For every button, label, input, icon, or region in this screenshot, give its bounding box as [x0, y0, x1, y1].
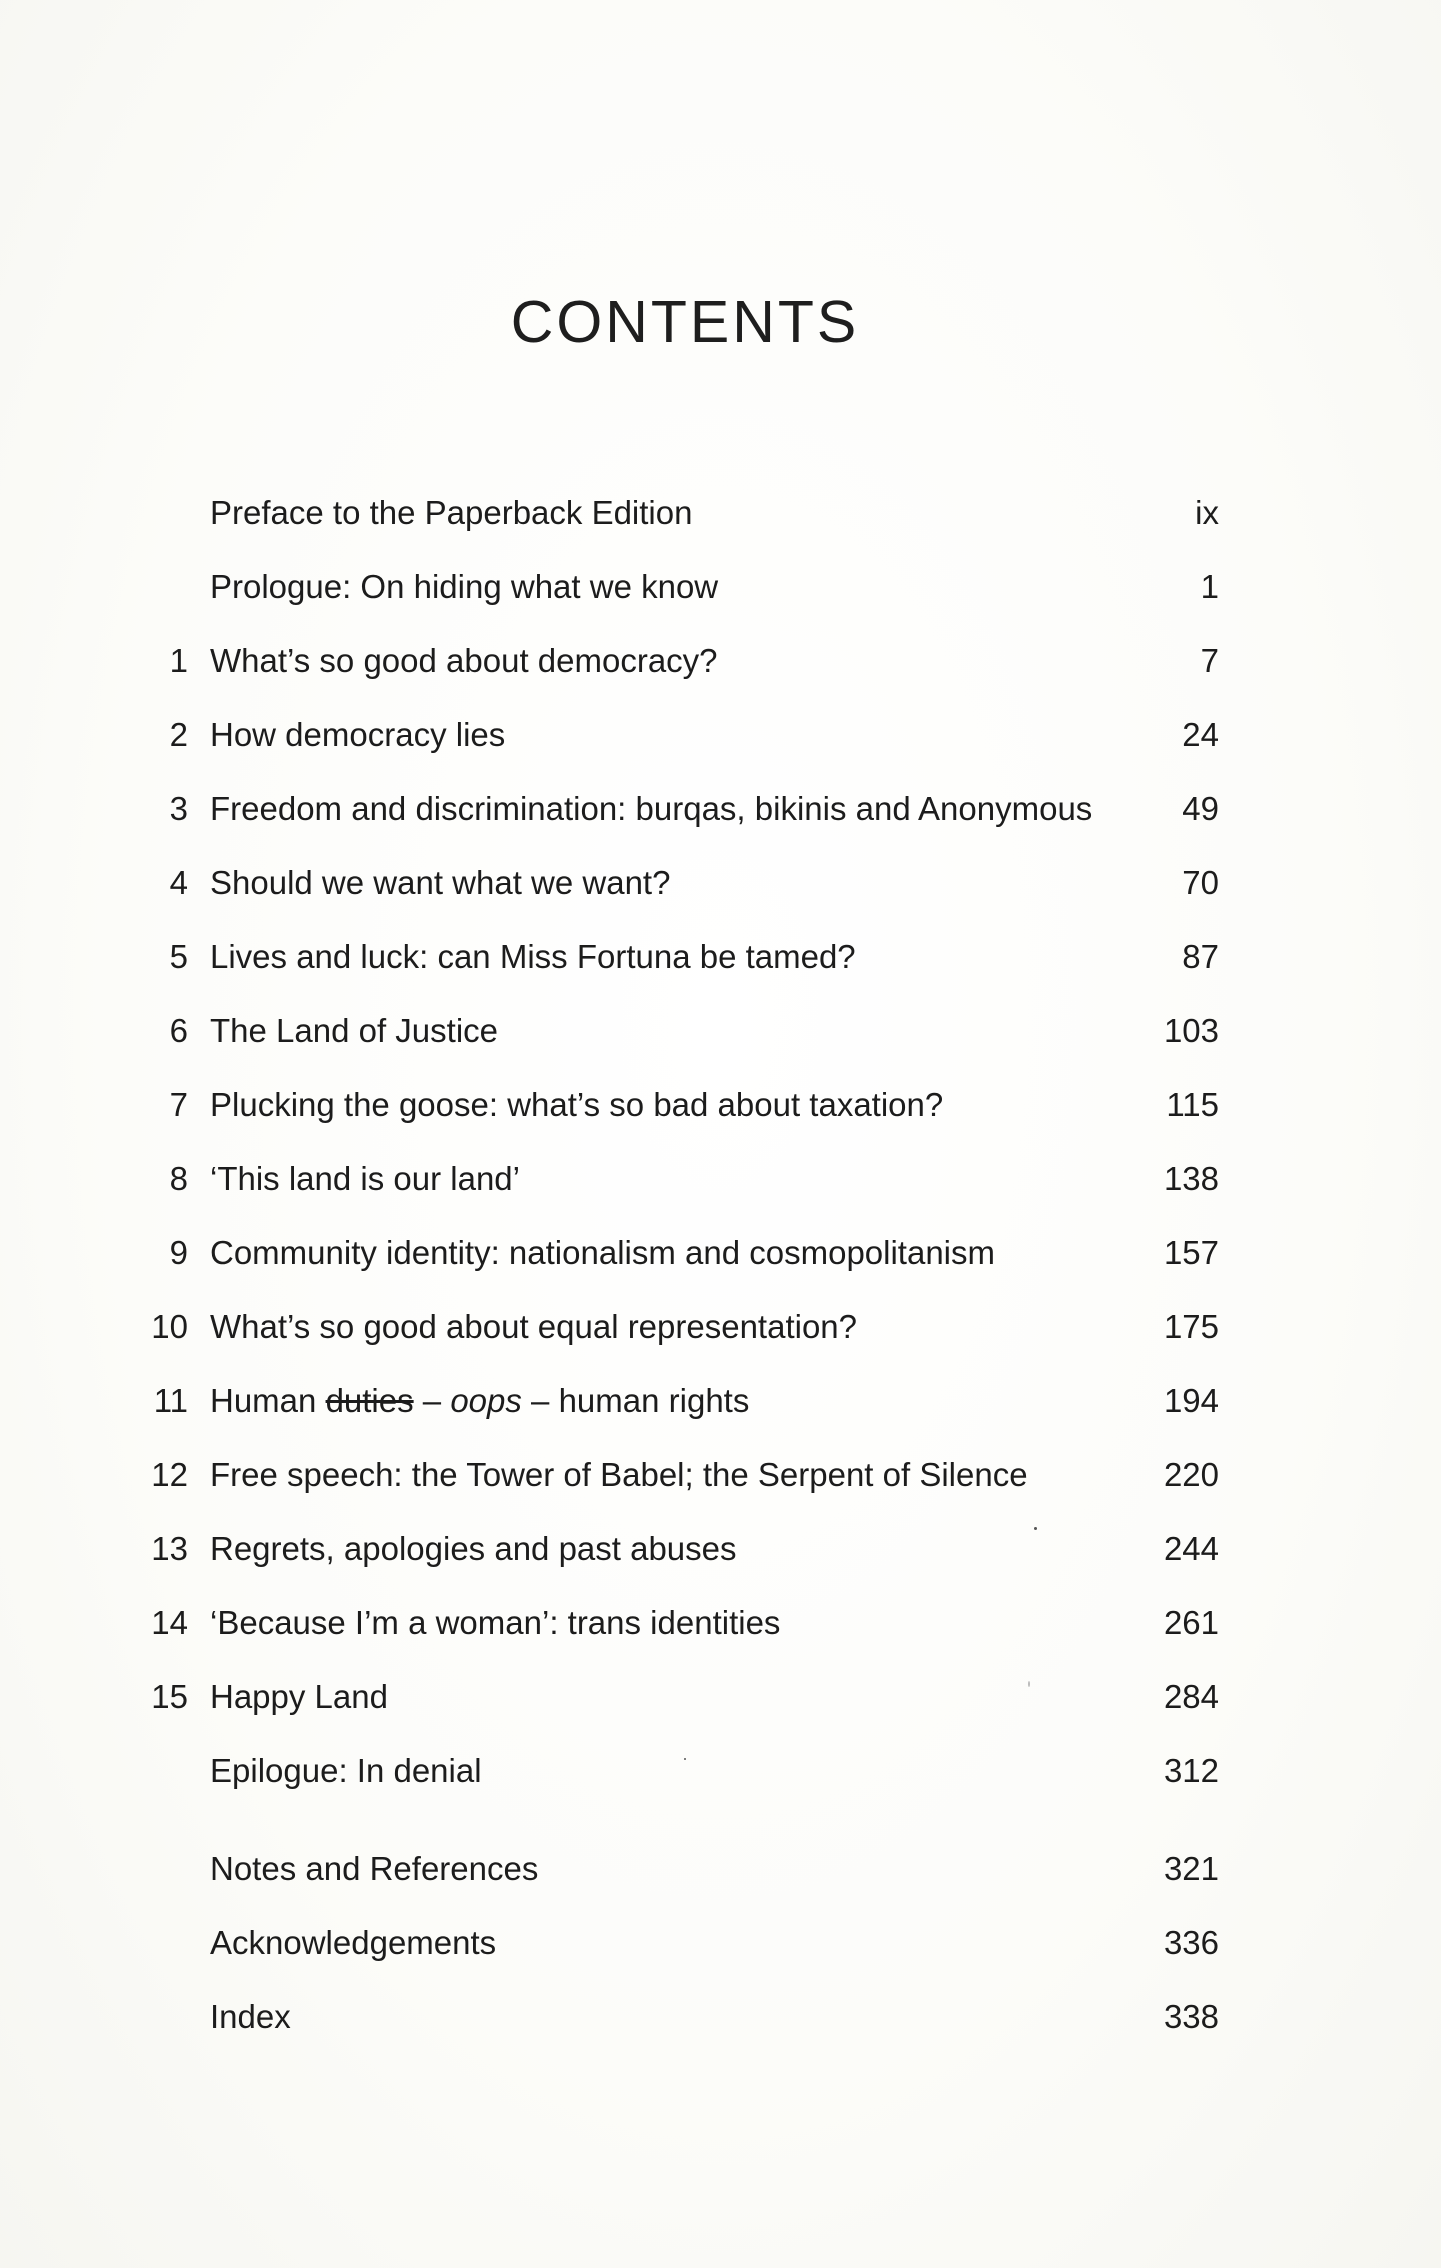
entry-title: The Land of Justice	[210, 1012, 499, 1049]
entry-title: Acknowledgements	[210, 1924, 497, 1961]
entry-title: Preface to the Paperback Edition	[210, 494, 693, 531]
page-number: 284	[1163, 1678, 1219, 1715]
title-part: – human rights	[521, 1382, 750, 1419]
entry-title: Prologue: On hiding what we know	[210, 568, 719, 605]
chapter-number: 15	[151, 1678, 188, 1715]
scan-speck	[1034, 1527, 1037, 1530]
entry-title: What’s so good about democracy?	[210, 642, 718, 679]
toc-entry-chapter-14[interactable]	[0, 1598, 1441, 1648]
chapter-number: 11	[153, 1382, 188, 1419]
entry-title	[210, 1376, 749, 1426]
toc-entry-epilogue[interactable]	[0, 1746, 1441, 1796]
chapter-number: 13	[151, 1530, 188, 1567]
entry-title: Epilogue: In denial	[210, 1752, 482, 1789]
chapter-number: 5	[169, 938, 188, 975]
page-number: 338	[1163, 1998, 1219, 2035]
page-title: CONTENTS	[510, 289, 860, 355]
toc-entry-chapter-10[interactable]	[0, 1302, 1441, 1352]
chapter-number: 1	[169, 642, 188, 679]
page-number: 7	[1200, 642, 1219, 679]
page-number: 115	[1166, 1086, 1219, 1123]
struck-word: duties	[325, 1382, 414, 1419]
chapter-number: 4	[169, 864, 188, 901]
scan-speck	[684, 1758, 686, 1760]
chapter-number: 10	[151, 1308, 188, 1345]
title-part: Human	[210, 1382, 326, 1419]
page-number: 244	[1163, 1530, 1219, 1567]
toc-entry-chapter-8[interactable]	[0, 1154, 1441, 1204]
toc-entry-index[interactable]	[0, 1992, 1441, 2042]
toc-entry-chapter-4[interactable]	[0, 858, 1441, 908]
entry-title: How democracy lies	[210, 716, 506, 753]
page-number: 24	[1182, 716, 1219, 753]
entry-title: Happy Land	[210, 1678, 388, 1715]
entry-title: Community identity: nationalism and cosmopolitanism	[210, 1234, 996, 1271]
entry-title: ‘Because I’m a woman’: trans identities	[210, 1604, 781, 1641]
toc-entry-acknowledgements[interactable]	[0, 1918, 1441, 1968]
chapter-number: 6	[169, 1012, 188, 1049]
page-number: 103	[1163, 1012, 1219, 1049]
page-number: 157	[1163, 1234, 1219, 1271]
chapter-number: 7	[169, 1086, 188, 1123]
toc-entry-chapter-9[interactable]	[0, 1228, 1441, 1278]
toc-entry-chapter-6[interactable]	[0, 1006, 1441, 1056]
entry-title: Should we want what we want?	[210, 864, 671, 901]
entry-title: What’s so good about equal representation?	[210, 1308, 858, 1345]
page-number: 70	[1182, 864, 1219, 901]
toc-entry-preface[interactable]	[0, 488, 1441, 538]
chapter-number: 12	[151, 1456, 188, 1493]
page-number: 194	[1163, 1382, 1219, 1419]
entry-title: Index	[210, 1998, 291, 2035]
toc-entry-chapter-3[interactable]	[0, 784, 1441, 834]
entry-title: Lives and luck: can Miss Fortuna be tamed?	[210, 938, 856, 975]
toc-entry-chapter-15[interactable]	[0, 1672, 1441, 1722]
page-number: 1	[1200, 568, 1219, 605]
page-number: 49	[1182, 790, 1219, 827]
entry-title: Free speech: the Tower of Babel; the Serpent of Silence	[210, 1456, 1028, 1493]
page-number: 138	[1163, 1160, 1219, 1197]
toc-entry-notes[interactable]	[0, 1844, 1441, 1894]
italic-word: oops	[450, 1382, 522, 1419]
toc-entry-chapter-7[interactable]	[0, 1080, 1441, 1130]
toc-entry-chapter-11[interactable]	[0, 1376, 1441, 1426]
entry-title: ‘This land is our land’	[210, 1160, 520, 1197]
page-number: 321	[1163, 1850, 1219, 1887]
toc-entry-prologue[interactable]	[0, 562, 1441, 612]
page-number: ix	[1195, 494, 1219, 531]
toc-entry-chapter-12[interactable]	[0, 1450, 1441, 1500]
entry-title: Regrets, apologies and past abuses	[210, 1530, 737, 1567]
title-part: –	[413, 1382, 451, 1419]
page-number: 261	[1163, 1604, 1219, 1641]
toc-entry-chapter-5[interactable]	[0, 932, 1441, 982]
toc-entry-chapter-2[interactable]	[0, 710, 1441, 760]
page-number: 175	[1163, 1308, 1219, 1345]
page-number: 87	[1182, 938, 1219, 975]
entry-title: Freedom and discrimination: burqas, bikinis and Anonymous	[210, 790, 1093, 827]
chapter-number: 8	[169, 1160, 188, 1197]
chapter-number: 2	[169, 716, 188, 753]
toc-entry-chapter-13[interactable]	[0, 1524, 1441, 1574]
entry-title: Plucking the goose: what’s so bad about taxation?	[210, 1086, 944, 1123]
chapter-number: 14	[151, 1604, 188, 1641]
chapter-number: 3	[169, 790, 188, 827]
scan-speck	[1028, 1681, 1030, 1687]
entry-title: Notes and References	[210, 1850, 539, 1887]
chapter-number: 9	[169, 1234, 188, 1271]
page-number: 336	[1163, 1924, 1219, 1961]
page-number: 312	[1163, 1752, 1219, 1789]
page-number: 220	[1163, 1456, 1219, 1493]
toc-entry-chapter-1[interactable]	[0, 636, 1441, 686]
